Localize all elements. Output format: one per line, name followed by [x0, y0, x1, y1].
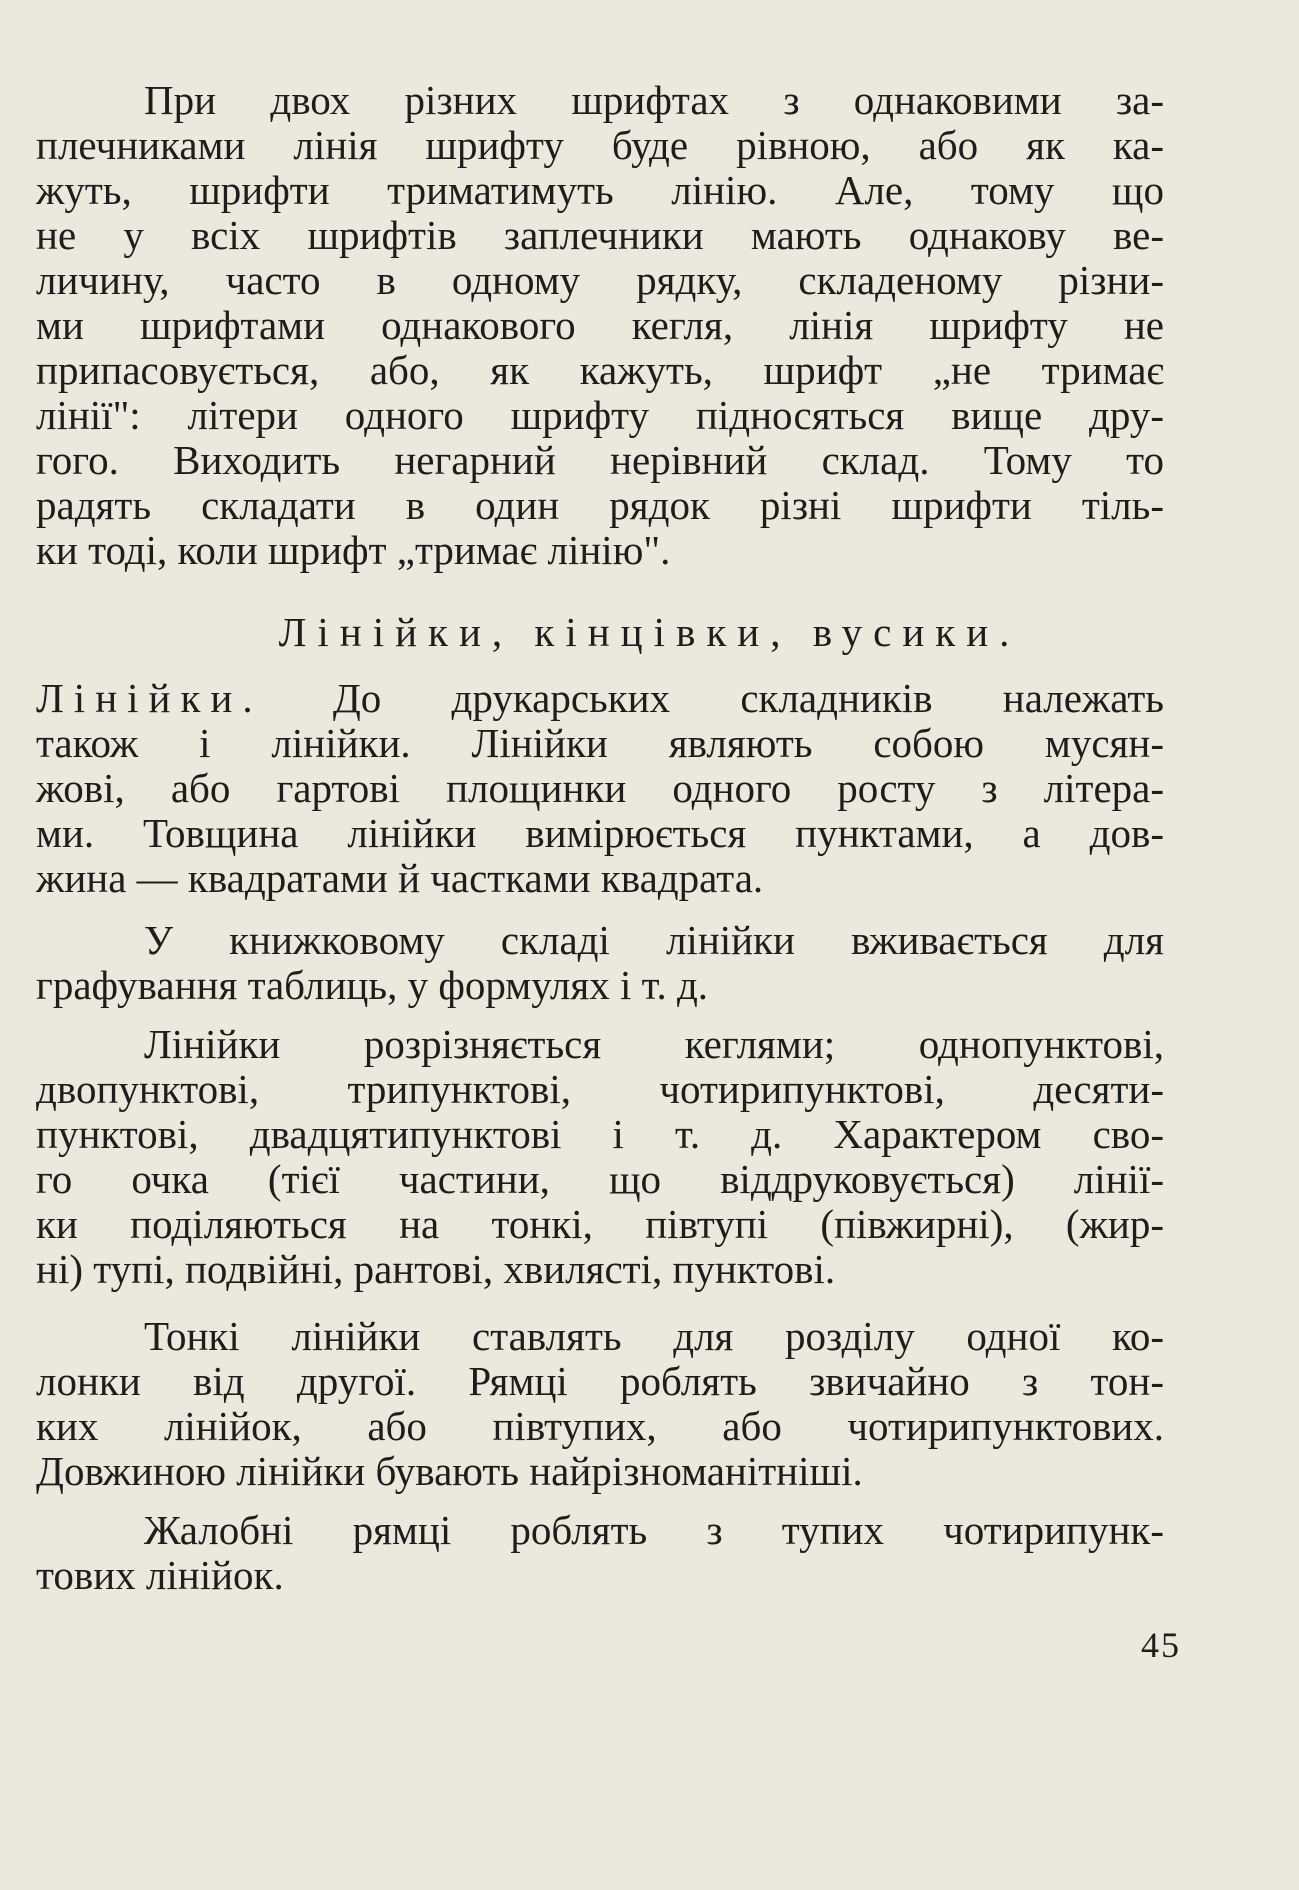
text-line: ми. Товщина лінійки вимірюється пунктами, а дов-: [36, 810, 1164, 856]
text-line: Тонкі лінійки ставлять для розділу одної ко-: [144, 1313, 1164, 1359]
text-line: жуть, шрифти триматимуть лінію. Але, тому що: [36, 167, 1164, 213]
text-line: припасовується, або, як кажуть, шрифт „не тримає: [36, 347, 1164, 393]
text-run: До друкарських складників належать: [332, 675, 1164, 721]
text-line: личину, часто в одному рядку, складеному різни-: [36, 257, 1164, 303]
text-line: також і лінійки. Лінійки являють собою мусян-: [36, 720, 1164, 766]
section-heading: Лінійки, кінцівки, вусики.: [278, 609, 1021, 655]
text-line: При двох різних шрифтах з однаковими за-: [144, 77, 1164, 123]
text-line: гого. Виходить негарний нерівний склад. Тому то: [36, 437, 1164, 483]
paragraph-rulers-definition: [36, 676, 1164, 901]
paragraph-mourning-frames: [36, 1508, 1164, 1598]
text-line: Лінійки розрізняється кеглями; однопунктові,: [144, 1021, 1164, 1067]
text-line: го очка (тієї частини, що віддруковується) лінії-: [36, 1156, 1164, 1202]
text-line: У книжковому складі лінійки вживається для: [144, 917, 1164, 963]
text-line: ки поділяються на тонкі, півтупі (півжирні), (жир-: [36, 1201, 1164, 1247]
text-line: радять складати в один рядок різні шрифти тіль-: [36, 482, 1164, 528]
text-line: ми шрифтами однакового кегля, лінія шрифту не: [36, 302, 1164, 348]
text-line: жові, або гартові площинки одного росту з літера-: [36, 765, 1164, 811]
page-number: 45: [1141, 1625, 1181, 1665]
text-line: тових лінійок.: [36, 1552, 284, 1598]
paragraph-thin-rulers: [36, 1314, 1164, 1494]
text-line: лонки від другої. Рямці роблять звичайно з тон-: [36, 1358, 1164, 1404]
text-line: пунктові, двадцятипунктові і т. д. Характером сво-: [36, 1111, 1164, 1157]
text-line: ні) тупі, подвійні, рантові, хвилясті, пунктові.: [36, 1246, 836, 1292]
text-line: ки тоді, коли шрифт „тримає лінію".: [36, 527, 671, 573]
text-line: Довжиною лінійки бувають найрізноманітніші.: [36, 1448, 863, 1494]
paragraph-book-usage: [36, 918, 1164, 1008]
run-in-heading: Лінійки.: [36, 675, 263, 721]
text-line: Жалобні рямці роблять з тупих чотирипунк-: [144, 1507, 1164, 1553]
text-line: жина — квадратами й частками квадрата.: [36, 855, 764, 901]
text-line: лінії": літери одного шрифту підносяться вище дру-: [36, 392, 1164, 438]
paragraph-ruler-types: [36, 1022, 1164, 1292]
text-line: не у всіх шрифтів заплечники мають однакову ве-: [36, 212, 1164, 258]
text-line: ких лінійок, або півтупих, або чотирипунктових.: [36, 1403, 1164, 1449]
paragraph-font-line: [36, 78, 1164, 573]
text-line: двопунктові, трипунктові, чотирипунктові, десяти-: [36, 1066, 1164, 1112]
text-line: графування таблиць, у формулях і т. д.: [36, 962, 709, 1008]
text-line: [36, 676, 1164, 721]
text-line: плечниками лінія шрифту буде рівною, або як ка-: [36, 122, 1164, 168]
